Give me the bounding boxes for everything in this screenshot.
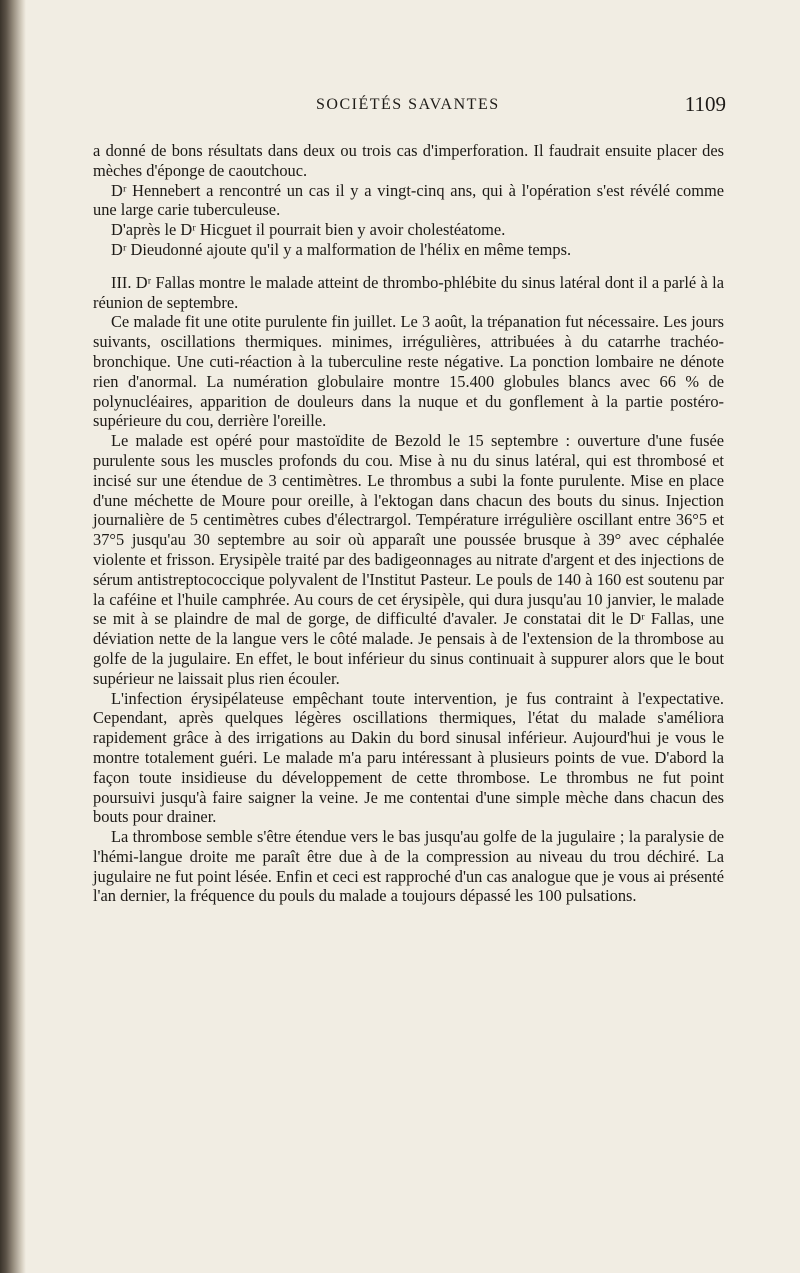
article-body — [93, 141, 724, 906]
page-number: 1109 — [684, 92, 726, 116]
paragraph: a donné de bons résultats dans deux ou trois cas d'imperforation. Il faudrait ensuite placer des mèches d'éponge de caoutchouc. — [93, 141, 724, 180]
running-title: SOCIÉTÉS SAVANTES — [316, 96, 500, 113]
paragraph: D'après le Dʳ Hicguet il pourrait bien y avoir cholestéatome. — [111, 220, 506, 240]
page-binding-edge — [0, 0, 26, 1273]
paragraph: Le malade est opéré pour mastoïdite de Bezold le 15 septembre : ouverture d'une fusée purulente sous les muscles profonds du cou. Mise à nu du sinus latéral, qui est thrombosé et incisé sur une étendue de 3 centimètres. Le thrombus a subi la fonte purulente. Mise en place d'une méchette de Moure pour oreille, à l'ektogan dans chacun des bouts du sinus. Injection journalière de 5 centimètres cubes d'électrargol. Température irrégulière oscillant entre 36°5 et 37°5 jusqu'au 30 septembre au soir où apparaît une poussée brusque à 39° avec céphalée violente et frisson. Erysipèle traité par des badigeonnages au nitrate d'argent et des injections de sérum antistreptococcique polyvalent de l'Institut Pasteur. Le pouls de 140 à 160 est soutenu par la caféine et l'huile camphrée. Au cours de cet érysipèle, qui dura jusqu'au 10 janvier, le malade se mit à se plaindre de mal de gorge, de difficulté d'avaler. Je constatai dit le Dʳ Fallas, une déviation nette de la langue vers le côté malade. Je pensais à de l'extension de la thrombose au golfe de la jugulaire. En effet, le bout inférieur du sinus continuait à suppurer alors que le bout supérieur ne laissait plus rien écouler. — [93, 431, 724, 688]
running-header — [90, 92, 726, 122]
paragraph: Dʳ Dieudonné ajoute qu'il y a malformation de l'hélix en même temps. — [111, 239, 572, 259]
paragraph: Dʳ Hennebert a rencontré un cas il y a vingt-cinq ans, qui à l'opération s'est révélé comme une large carie tuberculeuse. — [93, 180, 724, 220]
section-heading-paragraph: III. Dʳ Fallas montre le malade atteint de thrombo-phlébite du sinus latéral dont il a parlé à la réunion de septembre. — [93, 272, 724, 312]
paragraph: La thrombose semble s'être étendue vers le bas jusqu'au golfe de la jugulaire ; la paralysie de l'hémi-langue droite me paraît être due à de la compression au niveau du trou déchiré. La jugulaire ne fut point lésée. Enfin et ceci est rapproché d'un cas analogue que je vous ai présenté l'an dernier, la fréquence du pouls du malade a toujours dépassé les 100 pulsations. — [93, 827, 725, 906]
paragraph: Ce malade fit une otite purulente fin juillet. Le 3 août, la trépanation fut nécessaire. Les jours suivants, oscillations thermiques. minimes, irrégulières, attribuées à du catarrhe trachéo-bronchique. Une cuti-réaction à la tuberculine reste négative. La ponction lombaire ne dénote rien d'anormal. La numération globulaire montre 15.400 globules blancs avec 66 % de polynucléaires, apparition de douleurs dans la nuque et du gonflement à la partie postéro-supérieure du cou, derrière l'oreille. — [93, 312, 724, 431]
paragraph: L'infection érysipélateuse empêchant toute intervention, je fus contraint à l'expectative. Cependant, après quelques légères oscillations thermiques, l'état du malade s'améliora rapidement grâce à des irrigations au Dakin du bord sinusal inférieur. Aujourd'hui je vous le montre totalement guéri. Le malade m'a paru intéressant à plusieurs points de vue. D'abord la façon toute insidieuse du développement de cette thrombose. Le thrombus ne fut point poursuivi jusqu'à faire saigner la veine. Je me contentai d'une simple mèche dans chacun des bouts pour drainer. — [93, 688, 724, 827]
